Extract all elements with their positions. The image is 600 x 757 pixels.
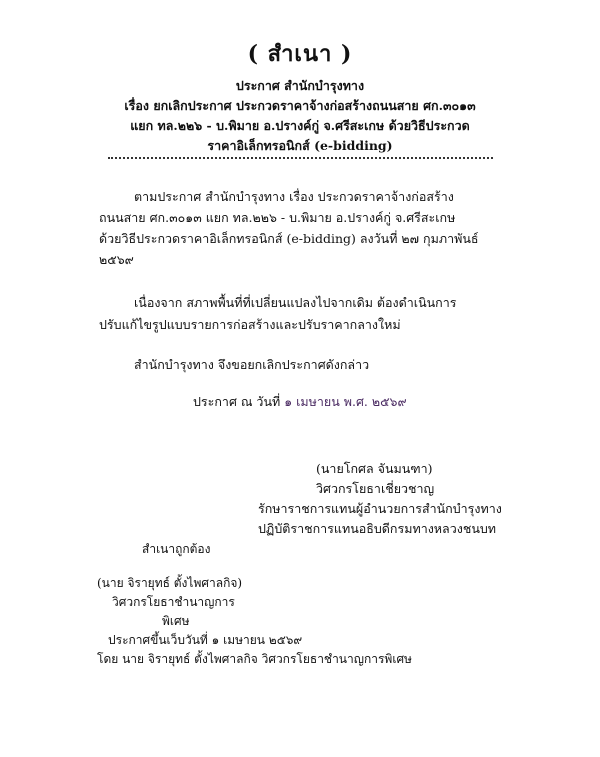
signer-name: (นายโกศล จันมนฑา) — [316, 461, 433, 476]
certifier-position-line1: วิศวกรโยธาชำนาญการ — [112, 595, 235, 609]
certified-copy-label: สำเนาถูกต้อง — [142, 542, 211, 556]
para2-line1: เนื่องจาก สภาพพื้นที่ที่เปลี่ยนแปลงไปจากเดิม ต้องดำเนินการ — [134, 295, 457, 310]
heading-subject-line2: แยก ทล.๒๒๖ - บ.พิมาย อ.ปรางค์กู่ จ.ศรีสะเกษ ด้วยวิธีประกวด — [130, 118, 470, 133]
signer-position: วิศวกรโยธาเชี่ยวชาญ — [316, 481, 435, 496]
para1-line3: ด้วยวิธีประกวดราคาอิเล็กทรอนิกส์ (e-bidding) ลงวันที่ ๒๗ กุมภาพันธ์ — [99, 231, 479, 246]
signer-on-behalf-role: ปฏิบัติราชการแทนอธิบดีกรมทางหลวงชนบท — [258, 521, 497, 536]
heading-subject-line3: ราคาอิเล็กทรอนิกส์ (e-bidding) — [207, 138, 393, 153]
certifier-position-line2: พิเศษ — [162, 614, 190, 628]
para2-line2: ปรับแก้ไขรูปแบบรายการก่อสร้างและปรับราคากลางใหม่ — [99, 317, 401, 332]
certifier-name: (นาย จิรายุทธ์ ตั้งไพศาลกิจ) — [97, 576, 243, 590]
cancel-statement: สำนักบำรุงทาง จึงขอยกเลิกประกาศดังกล่าว — [134, 357, 370, 372]
published-by: โดย นาย จิรายุทธ์ ตั้งไพศาลกิจ วิศวกรโยธาชำนาญการพิเศษ — [97, 652, 412, 666]
signer-acting-role: รักษาราชการแทนผู้อำนวยการสำนักบำรุงทาง — [258, 501, 502, 516]
announce-prefix: ประกาศ ณ วันที่ — [193, 394, 281, 409]
para1-line1: ตามประกาศ สำนักบำรุงทาง เรื่อง ประกวดราคาจ้างก่อสร้าง — [134, 189, 454, 204]
announce-date-line — [193, 392, 407, 412]
heading-agency: ประกาศ สำนักบำรุงทาง — [235, 78, 365, 93]
web-publish-date: ประกาศขึ้นเว็บวันที่ ๑ เมษายน ๒๕๖๙ — [108, 633, 303, 647]
announce-date: ๑ เมษายน พ.ศ. ๒๕๖๙ — [284, 394, 407, 409]
heading-subject-line1: เรื่อง ยกเลิกประกาศ ประกวดราคาจ้างก่อสร้างถนนสาย ศก.๓๐๑๓ — [124, 98, 476, 113]
document-title: ( สำเนา ) — [247, 41, 353, 67]
para1-line2: ถนนสาย ศก.๓๐๑๓ แยก ทล.๒๒๖ - บ.พิมาย อ.ปรางค์กู่ จ.ศรีสะเกษ — [99, 210, 456, 225]
separator-dotted-line — [108, 157, 493, 159]
para1-line4: ๒๕๖๙ — [99, 252, 134, 267]
